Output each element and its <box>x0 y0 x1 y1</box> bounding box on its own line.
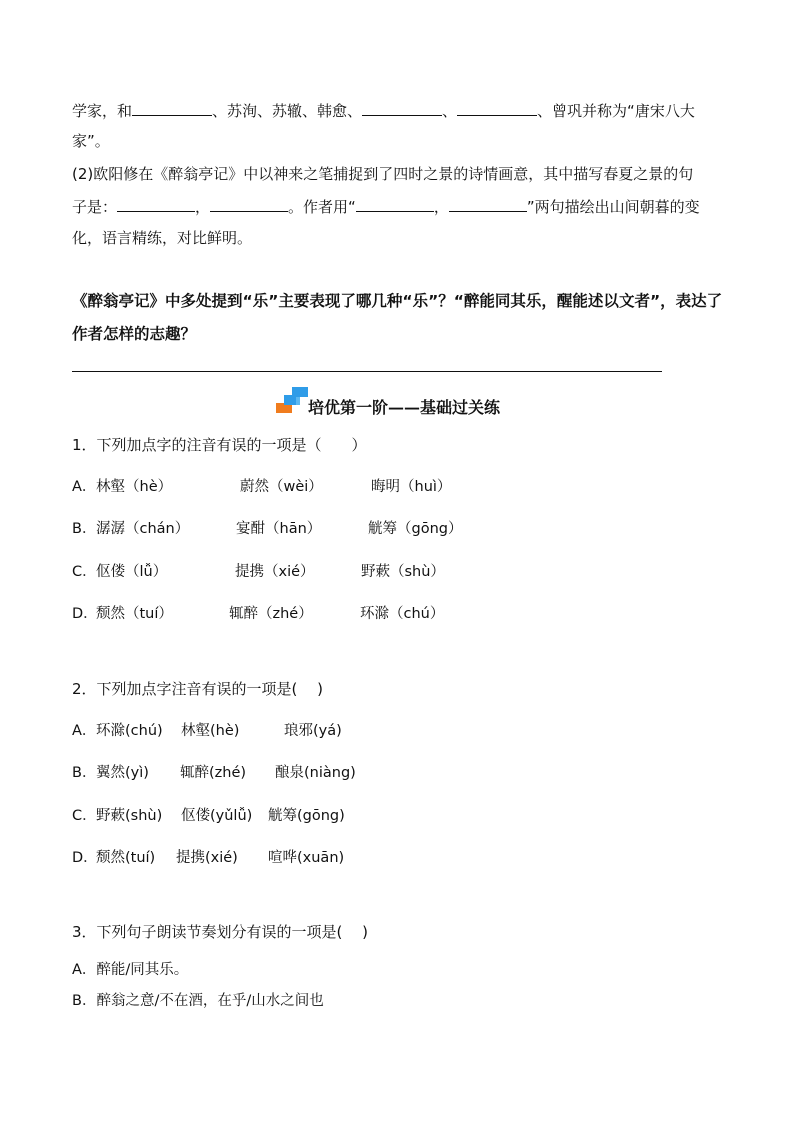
intro-line-4 <box>72 196 700 217</box>
q2-stem: 2．下列加点字注音有误的一项是( ) <box>72 680 324 698</box>
q2-option-d-item: 颓然(tuí) <box>96 850 156 866</box>
q3-option-b <box>72 991 324 1011</box>
blank <box>210 196 288 212</box>
q1-option-d-item: 颓然（tuí） <box>96 606 173 622</box>
q2-option-c-item: 觥筹(gōng) <box>268 808 345 824</box>
answer-line <box>72 371 662 372</box>
blank <box>457 100 537 116</box>
blank <box>356 196 434 212</box>
q1-option-b-item: 觥筹（gōng） <box>368 521 463 537</box>
q2-option-d-label: D． <box>72 850 98 866</box>
text: ， <box>433 198 449 216</box>
intro-line-1 <box>72 100 695 121</box>
stairs-badge-icon <box>276 387 308 413</box>
essay-question-line-1: 《醉翁亭记》中多处提到“乐”主要表现了哪几种“乐”？“醉能同其乐，醒能述以文者”，表达了 <box>72 292 723 310</box>
text: 、 <box>442 102 458 120</box>
option-label: A． <box>72 962 97 978</box>
q1-option-b-item: 宴酣（hān） <box>236 521 322 537</box>
intro-line-3: (2)欧阳修在《醉翁亭记》中以神来之笔捕捉到了四时之景的诗情画意，其中描写春夏之景的句 <box>72 165 694 183</box>
blank <box>449 196 527 212</box>
q2-option-a-item: 琅邪(yá) <box>284 723 342 739</box>
q2-option-d-item: 喧哗(xuān) <box>268 850 345 866</box>
q2-option-c-item: 野蔌(shù) <box>96 808 163 824</box>
q1-option-c-label: C． <box>72 564 97 580</box>
q2-option-b-item: 酿泉(niàng) <box>275 765 356 781</box>
option-text: 醉能/同其乐。 <box>96 962 189 978</box>
option-text: 醉翁之意/不在酒，在乎/山水之间也 <box>96 993 324 1009</box>
intro-line-5: 化，语言精练，对比鲜明。 <box>72 229 253 247</box>
section-title: 培优第一阶——基础过关练 <box>308 398 501 417</box>
q1-stem: 1．下列加点字的注音有误的一项是（ ） <box>72 436 367 454</box>
q2-option-b-item: 翼然(yì) <box>96 765 149 781</box>
q2-option-d-item: 提携(xié) <box>176 850 238 866</box>
text: ， <box>195 198 211 216</box>
text: 子是： <box>72 198 118 216</box>
q1-option-c-item: 提携（xié） <box>235 564 315 580</box>
essay-question-line-2: 作者怎样的志趣？ <box>72 325 197 343</box>
q2-option-b-label: B． <box>72 765 97 781</box>
q2-option-b-item: 辄醉(zhé) <box>180 765 247 781</box>
q3-option-a <box>72 960 188 980</box>
q1-option-b-label: B． <box>72 521 97 537</box>
q1-option-d-label: D． <box>72 606 98 622</box>
q1-option-b-item: 潺潺（chán） <box>96 521 190 537</box>
q1-option-a-label: A． <box>72 479 97 495</box>
text: ”两句描绘出山间朝暮的变 <box>526 198 700 216</box>
q2-option-a-item: 环滁(chú) <box>96 723 163 739</box>
q1-option-c-item: 野蔌（shù） <box>361 564 445 580</box>
q3-stem: 3．下列句子朗读节奏划分有误的一项是( ) <box>72 923 369 941</box>
text: 、曾巩并称为“唐宋八大 <box>537 102 695 120</box>
blank <box>117 196 195 212</box>
q1-option-a-item: 蔚然（wèi） <box>240 479 323 495</box>
blank <box>132 100 212 116</box>
q2-option-a-label: A． <box>72 723 97 739</box>
q1-option-c-item: 伛偻（lǚ） <box>96 564 168 580</box>
text: 、苏洵、苏辙、韩愈、 <box>212 102 363 120</box>
blank <box>362 100 442 116</box>
option-label: B． <box>72 993 97 1009</box>
q1-option-a-item: 晦明（huì） <box>371 479 452 495</box>
text: 学家，和 <box>72 102 133 120</box>
q2-option-c-item: 伛偻(yǔlǚ) <box>181 808 253 824</box>
q1-option-d-item: 环滁（chú） <box>360 606 445 622</box>
intro-line-2: 家”。 <box>72 132 110 150</box>
q1-option-a-item: 林壑（hè） <box>96 479 173 495</box>
text: 。作者用“ <box>288 198 356 216</box>
q1-option-d-item: 辄醉（zhé） <box>229 606 313 622</box>
q2-option-a-item: 林壑(hè) <box>181 723 240 739</box>
q2-option-c-label: C． <box>72 808 97 824</box>
